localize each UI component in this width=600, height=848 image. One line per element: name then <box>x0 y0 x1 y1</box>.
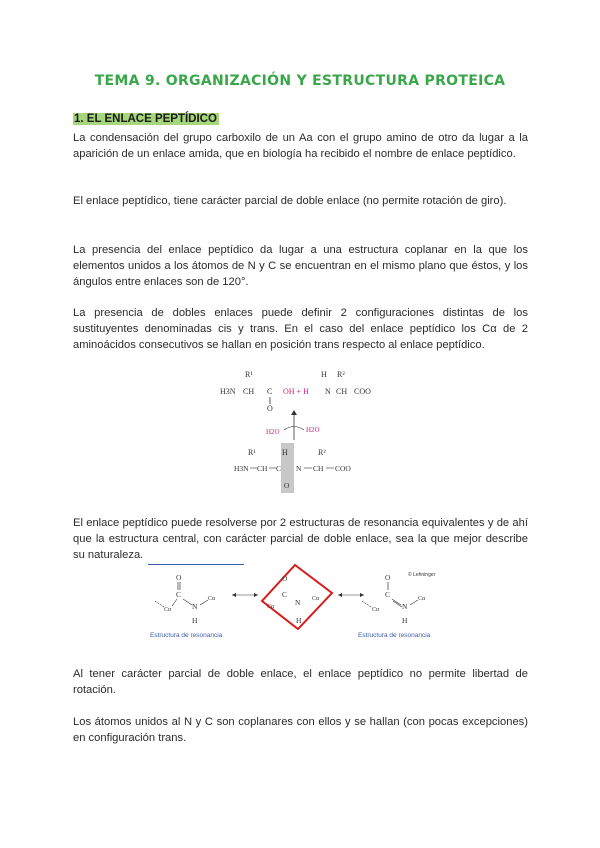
top-n: N <box>325 387 331 396</box>
left-ca2: Cα <box>208 596 216 602</box>
resonance-figure <box>140 563 470 643</box>
reaction-arrow-head <box>291 410 297 415</box>
condensation-figure <box>210 368 410 498</box>
bottom-h3n: H3N <box>234 464 249 473</box>
water-out: H2O <box>266 428 280 436</box>
bottom-ch: CH <box>257 464 268 473</box>
right-ca1: Cα <box>372 607 380 613</box>
center-c: C <box>282 590 288 599</box>
bottom-coo: COO <box>335 464 351 473</box>
top-coo: COO <box>354 387 371 396</box>
center-ca2: Cα <box>312 596 320 602</box>
left-bond-c <box>200 600 208 605</box>
document-title: TEMA 9. ORGANIZACIÓN Y ESTRUCTURA PROTEICA <box>94 73 506 89</box>
bottom-r1: R¹ <box>248 448 256 457</box>
right-ca2: Cα <box>418 596 426 602</box>
left-ca1: Cα <box>164 607 172 613</box>
paragraph-7: Los átomos unidos al N y C son coplanares con ellos y se hallan (con pocas excepciones) en configuración trans. <box>73 716 528 744</box>
section-heading-highlight: 1. EL ENLACE PEPTÍDICO <box>74 113 217 125</box>
caption-left: Estructura de resonancia <box>150 632 223 639</box>
left-n: N <box>192 602 198 611</box>
paragraph-1: La condensación del grupo carboxilo de un Aa con el grupo amino de otro da lugar a la aparición de un enlace amida, que en biología ha recibido el nombre de enlace peptídico. <box>73 132 528 160</box>
left-bond-b <box>183 599 192 605</box>
left-o: O <box>176 573 182 582</box>
center-ca1: Cα <box>267 604 275 610</box>
left-arrow-head-a <box>232 593 236 597</box>
top-oh-h: OH + H <box>283 387 309 396</box>
right-arrow-head-a <box>338 593 342 597</box>
right-o: O <box>385 573 391 582</box>
paragraph-6: Al tener carácter parcial de doble enlace, el enlace peptídico no permite libertad de rotación. <box>73 668 528 696</box>
bottom-r2: R² <box>318 448 326 457</box>
r2-label: R² <box>337 370 345 379</box>
left-h: H <box>192 616 198 625</box>
left-bond-a <box>172 599 177 606</box>
bottom-n: N <box>296 464 302 473</box>
top-ch: CH <box>243 387 255 396</box>
bottom-h: H <box>282 448 288 457</box>
bottom-o: O <box>284 481 290 490</box>
right-h: H <box>402 616 408 625</box>
caption-right: Estructura de resonancia <box>358 632 431 639</box>
top-c: C <box>267 387 273 396</box>
section-heading <box>73 113 219 125</box>
right-arrow-head-b <box>360 593 364 597</box>
top-h: H <box>321 370 327 379</box>
right-bond-b <box>392 599 401 605</box>
left-c: C <box>176 590 182 599</box>
paragraph-4: La presencia de dobles enlaces puede definir 2 configuraciones distintas de los sustituyentes denominadas cis y trans. En el caso del enlace peptídico los Cα de 2 aminoácidos consecutivos se hallan en posición trans respecto al enlace peptídico. <box>73 307 528 351</box>
paragraph-5: El enlace peptídico puede resolverse por 2 estructuras de resonancia equivalentes y de ahí que la estructura central, con carácter parcial de doble enlace, sea la que mejor describe su naturaleza. <box>73 517 528 561</box>
right-n: N <box>402 602 408 611</box>
paragraph-2: El enlace peptídico, tiene carácter parcial de doble enlace (no permite rotación de giro). <box>73 195 507 207</box>
bottom-c: C <box>276 464 282 473</box>
left-dash <box>155 601 164 607</box>
water-in: H2O <box>306 426 320 434</box>
center-h: H <box>296 616 302 625</box>
left-arrow-head-b <box>254 593 258 597</box>
copyright-label: © Lehninger <box>408 572 436 578</box>
center-n: N <box>295 598 301 607</box>
top-h3n: H3N <box>220 387 236 396</box>
top-o: O <box>267 404 273 413</box>
right-bond-c <box>410 600 418 605</box>
right-dash <box>362 601 371 607</box>
bottom-ch2: CH <box>313 464 324 473</box>
right-bond-b2 <box>393 601 402 607</box>
paragraph-3: La presencia del enlace peptídico da lugar a una estructura coplanar en la que los elementos unidos a los átomos de N y C se encuentran en el mismo plano que éstos, y los ángulos entre enlaces son de 120°. <box>73 244 528 288</box>
right-c: C <box>385 590 391 599</box>
center-o: O <box>282 574 288 583</box>
r1-label: R¹ <box>245 370 253 379</box>
top-ch2: CH <box>336 387 348 396</box>
